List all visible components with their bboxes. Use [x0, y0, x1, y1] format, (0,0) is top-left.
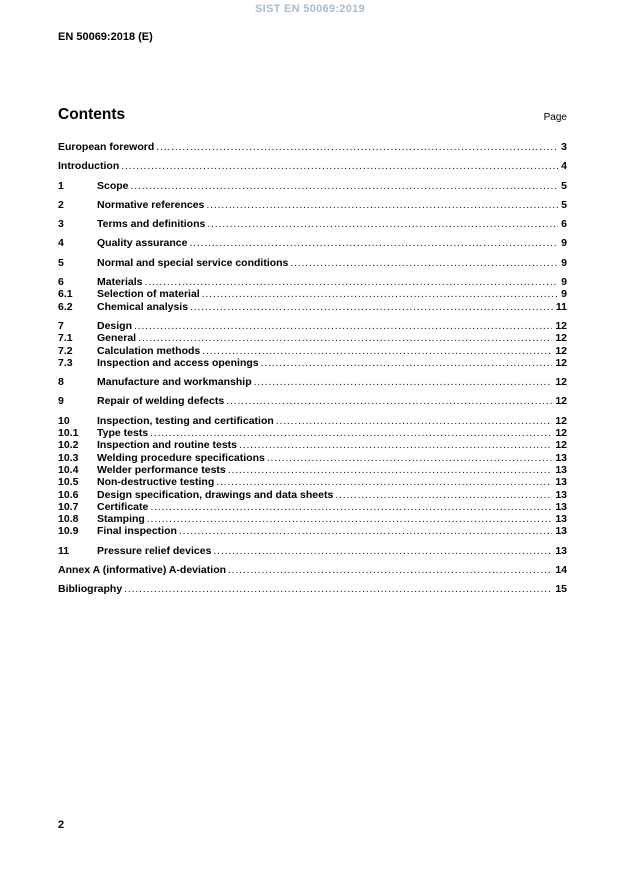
toc-entry-label: Stamping	[97, 513, 145, 526]
page-column-label: Page	[543, 112, 567, 123]
toc-entry-number: 11	[58, 544, 70, 557]
toc-entry	[58, 489, 567, 501]
toc-entry-page: 6	[561, 218, 567, 231]
toc-leader-dots	[147, 513, 552, 525]
toc-entry-label: Certificate	[97, 500, 149, 513]
toc-entry-label: Design specification, drawings and data sheets	[97, 488, 334, 501]
toc-entry-label: Selection of material	[97, 288, 200, 301]
toc-entry	[58, 257, 567, 269]
toc-entry-page: 12	[555, 356, 567, 369]
toc-entry	[58, 564, 567, 576]
toc-entry	[58, 301, 567, 313]
toc-entry-label: Pressure relief devices	[97, 544, 212, 557]
toc-leader-dots	[239, 439, 552, 451]
toc-entry-page: 12	[555, 427, 567, 440]
toc-entry-number: 10.3	[58, 451, 79, 464]
toc-entry	[58, 501, 567, 513]
contents-title: Contents	[58, 106, 126, 123]
toc-leader-dots	[145, 276, 559, 288]
toc-entry-page: 12	[555, 319, 567, 332]
toc-entry-page: 5	[561, 179, 567, 192]
toc-entry-page: 14	[555, 564, 567, 577]
toc-entry-page: 12	[555, 376, 567, 389]
toc-entry-page: 13	[555, 463, 567, 476]
toc-entry	[58, 218, 567, 230]
toc-entry-label: Welder performance tests	[97, 463, 226, 476]
toc-entry-page: 5	[561, 198, 567, 211]
toc-entry-label: Inspection, testing and certification	[97, 414, 274, 427]
contents-header	[58, 106, 567, 124]
document-reference: EN 50069:2018 (E)	[58, 31, 153, 43]
toc-entry-page: 13	[555, 476, 567, 489]
toc-entry-label: Design	[97, 319, 133, 332]
toc-entry-page: 13	[555, 544, 567, 557]
toc-entry-number: 10.4	[58, 463, 79, 476]
toc-leader-dots	[138, 332, 552, 344]
toc-leader-dots	[134, 320, 552, 332]
toc-leader-dots	[202, 288, 558, 300]
toc-entry	[58, 320, 567, 332]
toc-leader-dots	[216, 476, 552, 488]
toc-leader-dots	[131, 180, 559, 192]
toc-entry	[58, 237, 567, 249]
toc-entry-number: 4	[58, 237, 64, 250]
toc-entry-page: 13	[555, 525, 567, 538]
toc-entry-page: 12	[555, 395, 567, 408]
toc-entry-page: 11	[555, 300, 567, 313]
toc-entry-number: 7	[58, 319, 64, 332]
toc-entry-label: Terms and definitions	[97, 218, 206, 231]
toc-entry-number: 6.1	[58, 288, 73, 301]
toc-leader-dots	[267, 452, 552, 464]
toc-leader-dots	[276, 415, 553, 427]
toc-entry-label: Inspection and routine tests	[97, 439, 238, 452]
toc-entry	[58, 525, 567, 537]
toc-leader-dots	[290, 257, 558, 269]
toc-entry-number: 9	[58, 395, 64, 408]
toc-entry	[58, 513, 567, 525]
toc-entry-label: Welding procedure specifications	[97, 451, 265, 464]
toc-entry-page: 12	[555, 414, 567, 427]
toc-leader-dots	[228, 564, 552, 576]
toc-entry	[58, 395, 567, 407]
toc-entry-number: 10.5	[58, 476, 79, 489]
toc-leader-dots	[190, 301, 553, 313]
toc-entry-number: 3	[58, 218, 64, 231]
toc-leader-dots	[228, 464, 553, 476]
toc-entry	[58, 545, 567, 557]
toc-entry-page: 12	[555, 439, 567, 452]
toc-entry-label: Chemical analysis	[97, 300, 189, 313]
table-of-contents	[58, 141, 567, 596]
footer-page-number: 2	[58, 819, 65, 831]
toc-entry-label: Non-destructive testing	[97, 476, 215, 489]
toc-entry-number: 10.2	[58, 439, 79, 452]
toc-entry-number: 7.2	[58, 344, 73, 357]
toc-entry-number: 1	[58, 179, 64, 192]
toc-entry-label: Normal and special service conditions	[97, 256, 289, 269]
toc-entry-number: 10.1	[58, 427, 79, 440]
toc-entry	[58, 415, 567, 427]
toc-leader-dots	[121, 160, 558, 172]
toc-entry-page: 12	[555, 332, 567, 345]
toc-entry-label: Quality assurance	[97, 237, 188, 250]
toc-entry-label: Calculation methods	[97, 344, 201, 357]
toc-entry	[58, 439, 567, 451]
toc-entry-label: Normative references	[97, 198, 205, 211]
toc-entry-number: 8	[58, 376, 64, 389]
toc-entry	[58, 288, 567, 300]
toc-entry-label: Introduction	[58, 160, 120, 173]
toc-entry-number: 10.9	[58, 525, 79, 538]
toc-entry	[58, 464, 567, 476]
toc-entry	[58, 452, 567, 464]
toc-entry-page: 9	[561, 237, 567, 250]
toc-entry	[58, 199, 567, 211]
watermark-header: SIST EN 50069:2019	[255, 3, 365, 15]
toc-entry-number: 2	[58, 198, 64, 211]
toc-leader-dots	[335, 489, 552, 501]
toc-entry-page: 13	[555, 488, 567, 501]
toc-entry	[58, 141, 567, 153]
toc-leader-dots	[189, 237, 558, 249]
toc-entry-label: Final inspection	[97, 525, 177, 538]
toc-entry	[58, 345, 567, 357]
toc-entry-number: 6.2	[58, 300, 73, 313]
toc-leader-dots	[226, 395, 552, 407]
toc-entry-page: 4	[561, 160, 567, 173]
toc-leader-dots	[150, 501, 552, 513]
toc-entry-number: 10.8	[58, 513, 79, 526]
toc-entry-label: Type tests	[97, 427, 149, 440]
toc-entry-page: 13	[555, 500, 567, 513]
toc-entry-label: Materials	[97, 276, 143, 289]
toc-entry-page: 9	[561, 288, 567, 301]
toc-entry-page: 3	[561, 141, 567, 153]
toc-entry-number: 10	[58, 414, 70, 427]
toc-entry-label: Repair of welding defects	[97, 395, 225, 408]
toc-entry	[58, 332, 567, 344]
toc-entry-label: Scope	[97, 179, 129, 192]
toc-leader-dots	[207, 218, 558, 230]
toc-entry-page: 12	[555, 344, 567, 357]
toc-entry-label: General	[97, 332, 137, 345]
toc-entry-label: Manufacture and workmanship	[97, 376, 252, 389]
toc-entry	[58, 427, 567, 439]
toc-leader-dots	[206, 199, 558, 211]
toc-entry-number: 7.3	[58, 356, 73, 369]
toc-leader-dots	[213, 545, 552, 557]
toc-entry-number: 10.6	[58, 488, 79, 501]
toc-entry-label: Annex A (informative) A-deviation	[58, 564, 227, 577]
toc-entry	[58, 180, 567, 192]
toc-entry-page: 13	[555, 451, 567, 464]
toc-entry-page: 9	[561, 256, 567, 269]
toc-leader-dots	[261, 357, 553, 369]
toc-leader-dots	[150, 427, 552, 439]
toc-leader-dots	[179, 525, 552, 537]
toc-entry-number: 5	[58, 256, 64, 269]
toc-leader-dots	[202, 345, 552, 357]
toc-entry	[58, 376, 567, 388]
toc-entry-page: 9	[561, 276, 567, 289]
toc-entry-page: 15	[555, 583, 567, 596]
toc-leader-dots	[254, 376, 553, 388]
toc-entry	[58, 583, 567, 595]
toc-entry-label: European foreword	[58, 141, 155, 153]
toc-entry	[58, 160, 567, 172]
toc-leader-dots	[156, 141, 558, 153]
toc-entry-number: 10.7	[58, 500, 79, 513]
toc-entry-page: 13	[555, 513, 567, 526]
toc-entry	[58, 476, 567, 488]
toc-entry-label: Bibliography	[58, 583, 123, 596]
toc-entry	[58, 276, 567, 288]
toc-entry-label: Inspection and access openings	[97, 356, 259, 369]
toc-entry-number: 7.1	[58, 332, 73, 345]
toc-entry	[58, 357, 567, 369]
toc-leader-dots	[124, 583, 552, 595]
toc-entry-number: 6	[58, 276, 64, 289]
